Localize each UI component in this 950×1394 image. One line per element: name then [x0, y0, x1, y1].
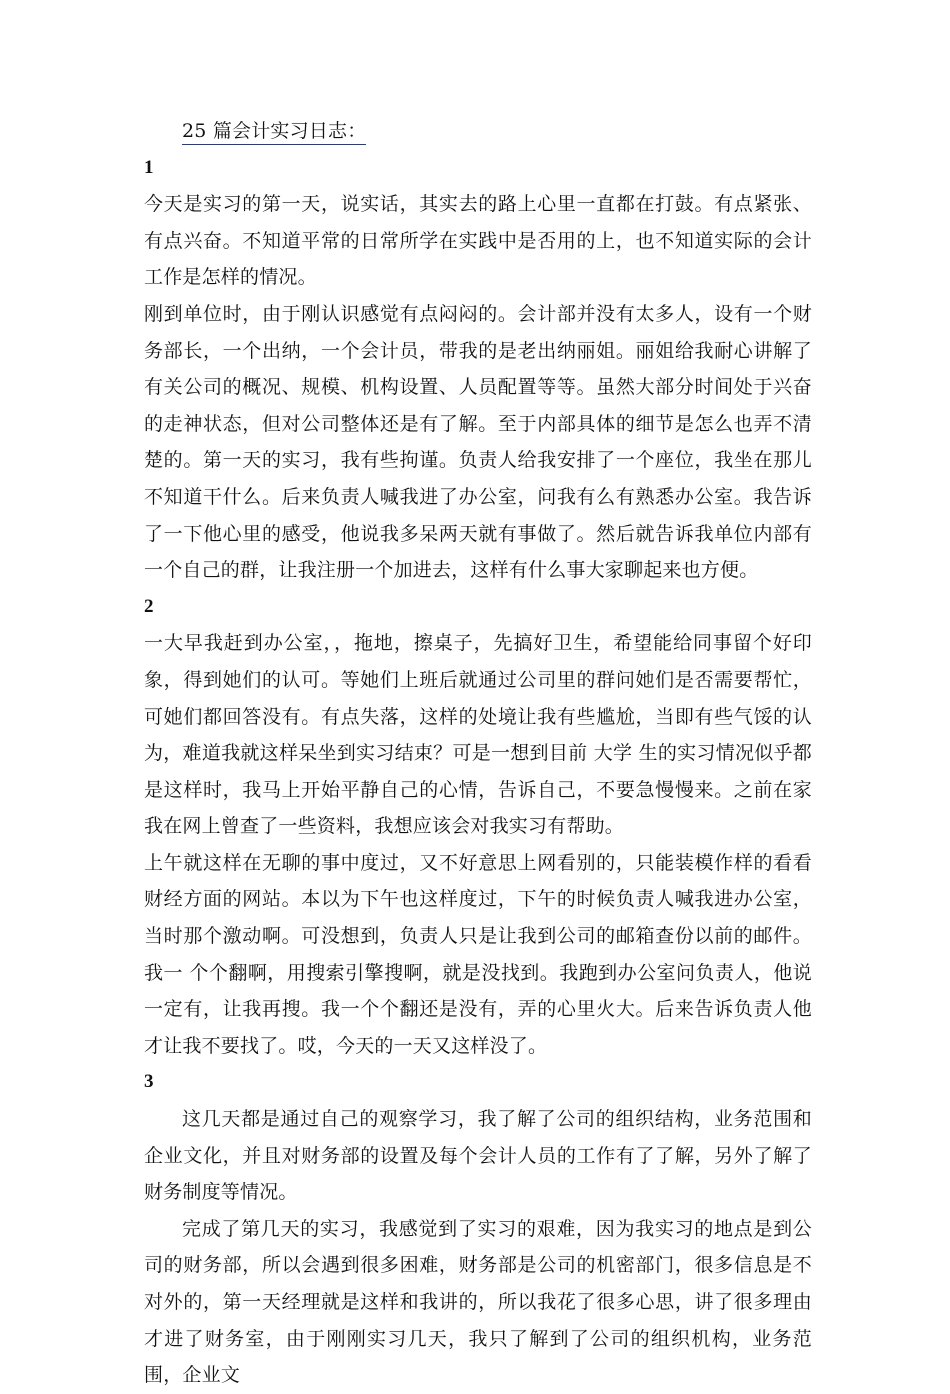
document-title-line — [144, 113, 812, 150]
document-body — [144, 113, 812, 1394]
paragraph: 一大早我赶到办公室，，拖地，擦桌子，先搞好卫生，希望能给同事留个好印象，得到她们的认可。等她们上班后就通过公司里的群问她们是否需要帮忙，可她们都回答没有。有点失落，这样的处境让我有些尴尬，当即有些气馁的认为，难道我就这样呆坐到实习结束？可是一想到目前 大学 生的实习情况似乎都是这样时，我马上开始平静自己的心情，告诉自己，不要急慢慢来。之前在家我在网上曾查了一些资料，我想应该会对我实习有帮助。 — [144, 632, 812, 838]
paragraph: 刚到单位时，由于刚认识感觉有点闷闷的。会计部并没有太多人，设有一个财务部长，一个出纳，一个会计员，带我的是老出纳丽姐。丽姐给我耐心讲解了有关公司的概况、规模、机构设置、人员配置等等。虽然大部分时间处于兴奋的走神状态，但对公司整体还是有了解。至于内部具体的细节是怎么也弄不清楚的。第一天的实习，我有些拘谨。负责人给我安排了一个座位，我坐在那儿不知道干什么。后来负责人喊我进了办公室，问我有么有熟悉办公室。我告诉了一下他心里的感受，他说我多呆两天就有事做了。然后就告诉我单位内部有一个自己的群，让我注册一个加进去，这样有什么事大家聊起来也方便。 — [144, 302, 812, 582]
section-number-1: 1 — [144, 156, 154, 178]
paragraph: 上午就这样在无聊的事中度过，又不好意思上网看别的，只能装模作样的看看财经方面的网站。本以为下午也这样度过，下午的时候负责人喊我进办公室，当时那个激动啊。可没想到，负责人只是让我到公司的邮箱查份以前的邮件。我一 个个翻啊，用搜索引擎搜啊，就是没找到。我跑到办公室问负责人，他说一定有，让我再搜。我一个个翻还是没有，弄的心里火大。后来告诉负责人他才让我不要找了。哎，今天的一天又这样没了。 — [144, 851, 812, 1057]
section-number-2: 2 — [144, 595, 154, 617]
section-number-3: 3 — [144, 1071, 154, 1093]
document-title: 25 篇会计实习日志： — [182, 118, 366, 145]
paragraph: 这几天都是通过自己的观察学习，我了解了公司的组织结构，业务范围和企业文化，并且对财务部的设置及每个会计人员的工作有了了解，另外了解了财务制度等情况。 — [144, 1108, 812, 1204]
paragraph: 完成了第几天的实习，我感觉到了实习的艰难，因为我实习的地点是到公司的财务部，所以会遇到很多困难，财务部是公司的机密部门，很多信息是不对外的，第一天经理就是这样和我讲的，所以我花了很多心思，讲了很多理由才进了财务室，由于刚刚实习几天，我只了解到了公司的组织机构，业务范围，企业文 — [144, 1217, 812, 1387]
paragraph: 今天是实习的第一天，说实话，其实去的路上心里一直都在打鼓。有点紧张、有点兴奋。不知道平常的日常所学在实践中是否用的上，也不知道实际的会计工作是怎样的情况。 — [144, 193, 812, 289]
